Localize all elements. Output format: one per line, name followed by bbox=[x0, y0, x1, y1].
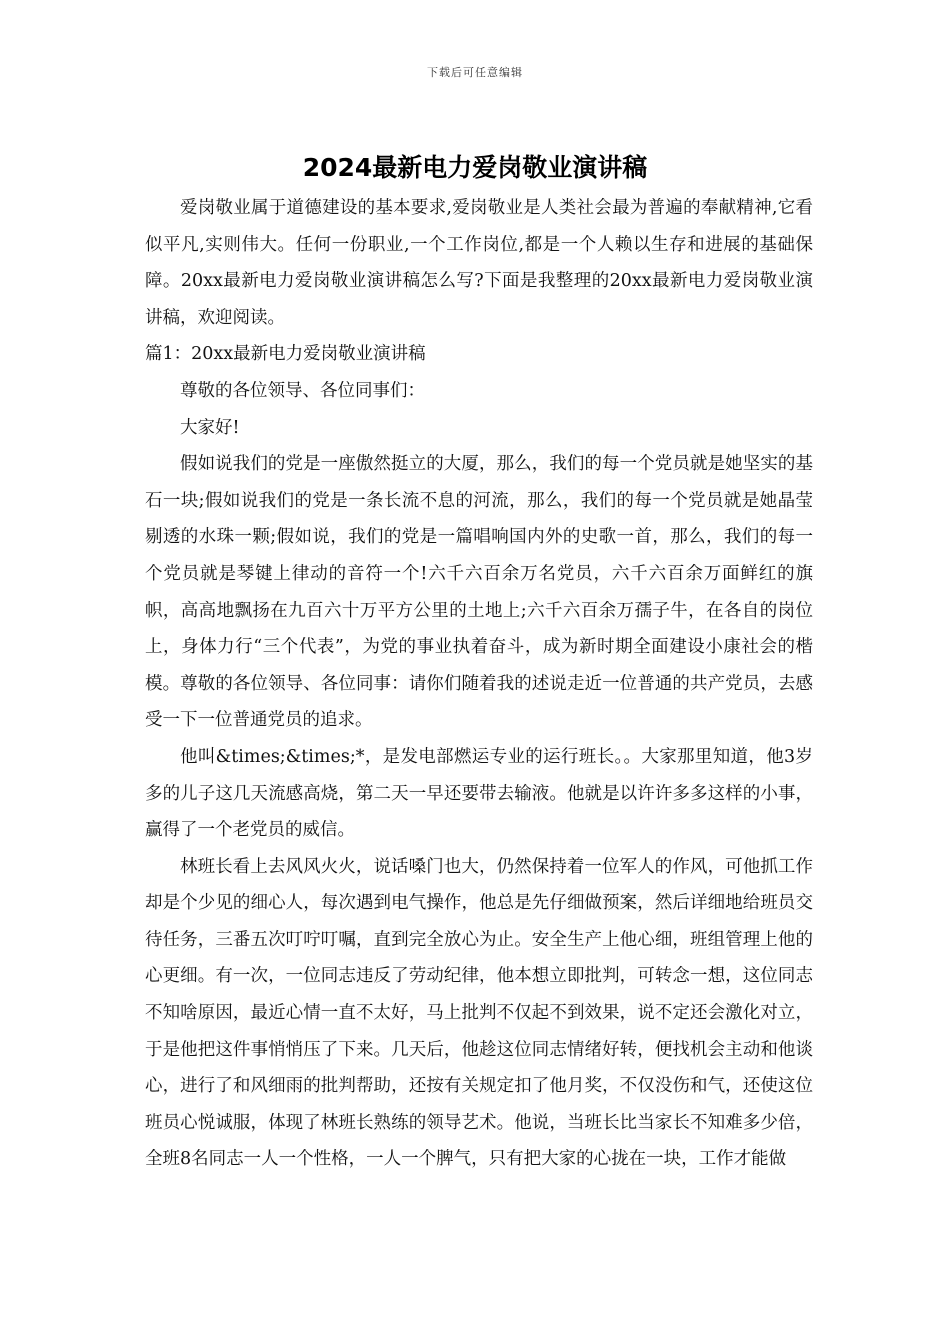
body-paragraph: 林班长看上去风风火火，说话嗓门也大，仍然保持着一位军人的作风，可他抓工作却是个少见的细心人，每次遇到电气操作，他总是先仔细做预案，然后详细地给班员交待任务，三番五次叮咛叮嘱，直到完全放心为止。安全生产上他心细，班组管理上他的心更细。有一次，一位同志违反了劳动纪律，他本想立即批判，可转念一想，这位同志不知啥原因，最近心情一直不太好，马上批判不仅起不到效果，说不定还会激化对立，于是他把这件事悄悄压了下来。几天后，他趁这位同志情绪好转，便找机会主动和他谈心，进行了和风细雨的批判帮助，还按有关规定扣了他月奖，不仅没伤和气，还使这位班员心悦诚服，体现了林班长熟练的领导艺术。他说，当班长比当家长不知难多少倍，全班8名同志一人一个性格，一人一个脾气，只有把大家的心拢在一块，工作才能做 bbox=[145, 856, 813, 1170]
body-paragraph: 他叫&times;&times;*，是发电部燃运专业的运行班长。。大家那里知道，他3岁多的儿子这几天流感高烧，第二天一早还要带去输液。他就是以许许多多这样的小事，赢得了一个老党员的威信。 bbox=[145, 746, 813, 841]
greeting: 大家好! bbox=[180, 417, 240, 438]
header-note: 下载后可任意编辑 bbox=[427, 66, 523, 79]
document-body bbox=[145, 190, 813, 1178]
document-title: 2024最新电力爱岗敬业演讲稿 bbox=[302, 153, 648, 182]
salutation: 尊敬的各位领导、各位同事们： bbox=[180, 380, 425, 401]
section-heading: 篇1：20xx最新电力爱岗敬业演讲稿 bbox=[145, 344, 426, 365]
body-paragraph: 假如说我们的党是一座傲然挺立的大厦，那么，我们的每一个党员就是她坚实的基石一块;假如说我们的党是一条长流不息的河流，那么，我们的每一个党员就是她晶莹剔透的水珠一颗;假如说，我们的党是一篇唱响国内外的史歌一首，那么，我们的每一个党员就是琴键上律动的音符一个!六千六百余万名党员，六千六百余万面鲜红的旗帜，高高地飘扬在九百六十万平方公里的土地上;六千六百余万孺子牛，在各自的岗位上，身体力行“三个代表”，为党的事业执着奋斗，成为新时期全面建设小康社会的楷模。尊敬的各位领导、各位同事：请你们随着我的述说走近一位普通的共产党员，去感受一下一位普通党员的追求。 bbox=[145, 454, 813, 731]
intro-paragraph: 爱岗敬业属于道德建设的基本要求,爱岗敬业是人类社会最为普遍的奉献精神,它看似平凡,实则伟大。任何一份职业,一个工作岗位,都是一个人赖以生存和进展的基础保障。20xx最新电力爱岗敬业演讲稿怎么写?下面是我整理的20xx最新电力爱岗敬业演讲稿，欢迎阅读。 bbox=[145, 198, 813, 328]
